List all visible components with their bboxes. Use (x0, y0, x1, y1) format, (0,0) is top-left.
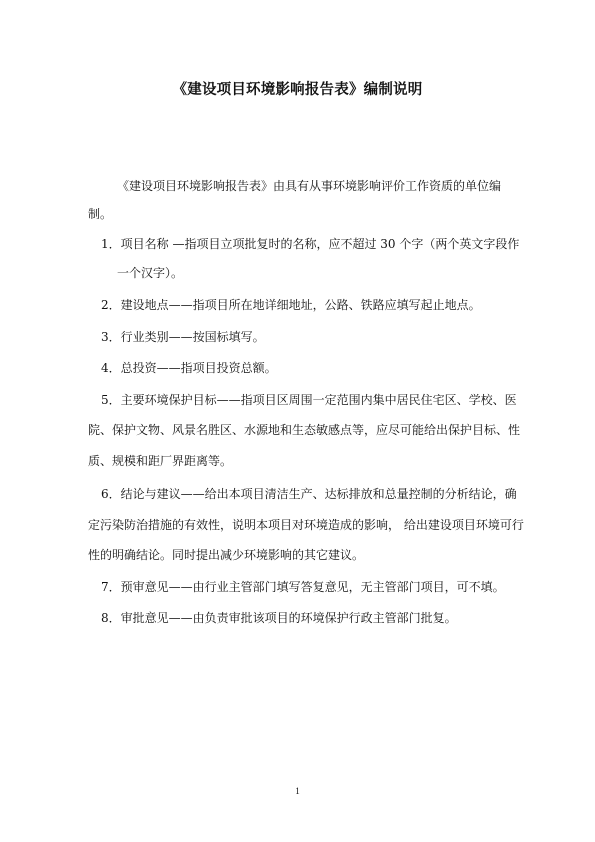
item-1-line-1: 1．项目名称 —指项目立项批复时的名称，应不超过 30 个字（两个英文字段作 (101, 237, 520, 251)
item-6-line-2: 定污染防治措施的有效性，说明本项目对环境造成的影响， 给出建设项目环境可行 (88, 518, 524, 532)
page-number: 1 (295, 786, 300, 796)
item-4-line-1: 4．总投资——指项目投资总额。 (101, 361, 277, 375)
item-7-line-1: 7．预审意见——由行业主管部门填写答复意见，无主管部门项目，可不填。 (101, 580, 505, 594)
item-3-line-1: 3．行业类别——按国标填写。 (101, 330, 265, 344)
intro-line-1: 《建设项目环境影响报告表》由具有从事环境影响评价工作资质的单位编 (117, 179, 502, 193)
item-5-line-2: 院、保护文物、风景名胜区、水源地和生态敏感点等，应尽可能给出保护目标、性 (88, 423, 521, 437)
intro-line-2: 制。 (88, 207, 113, 221)
item-2-line-1: 2．建设地点——指项目所在地详细地址，公路、铁路应填写起止地点。 (101, 298, 481, 312)
item-6-line-3: 性的明确结论。同时提出减少环境影响的其它建议。 (88, 548, 365, 562)
item-5-line-1: 5．主要环境保护目标——指项目区周围一定范围内集中居民住宅区、学校、医 (101, 393, 517, 407)
item-5-line-3: 质、规模和距厂界距离等。 (88, 454, 233, 468)
item-1-line-2: 一个汉字）。 (117, 266, 184, 280)
item-6-line-1: 6．结论与建议——给出本项目清洁生产、达标排放和总量控制的分析结论，确 (101, 487, 517, 501)
item-8-line-1: 8．审批意见——由负责审批该项目的环境保护行政主管部门批复。 (101, 611, 457, 625)
document-title: 《建设项目环境影响报告表》编制说明 (172, 82, 423, 98)
